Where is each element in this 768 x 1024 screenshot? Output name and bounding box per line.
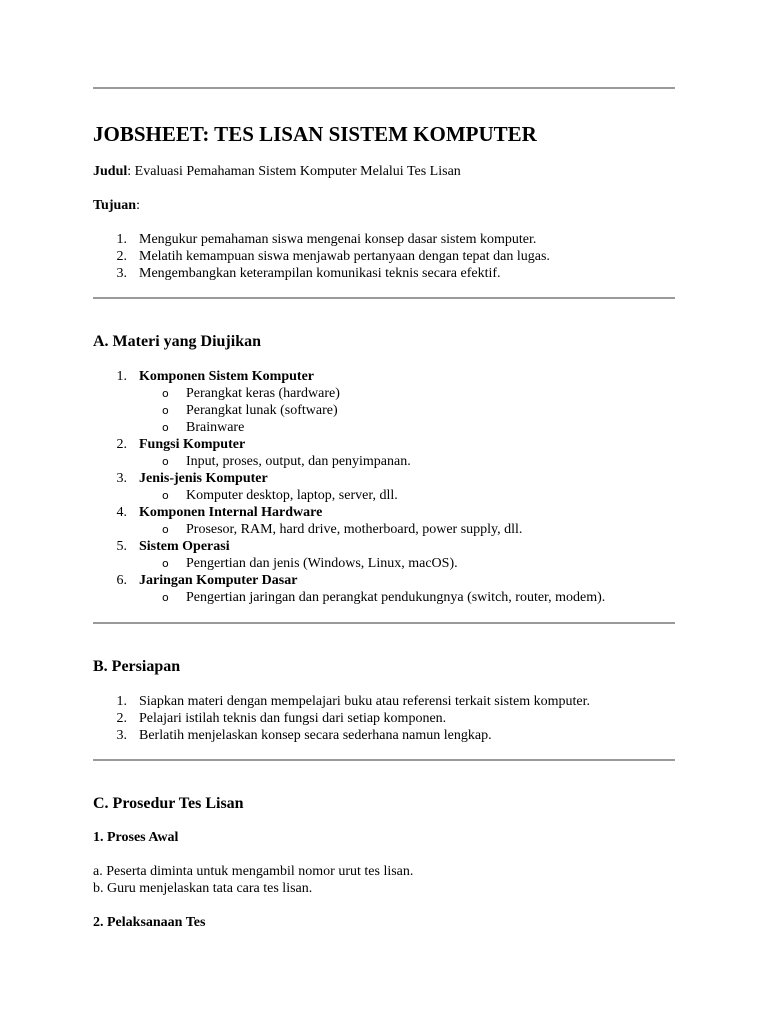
list-item xyxy=(0,436,768,453)
tujuan-line xyxy=(93,197,140,214)
list-item xyxy=(0,231,768,248)
item-label: Sistem Operasi xyxy=(139,539,230,554)
item-number: 3. xyxy=(116,266,127,281)
item-text: Melatih kemampuan siswa menjawab pertanyaan dengan tepat dan lugas. xyxy=(139,249,550,264)
list-item xyxy=(0,693,768,710)
item-label: Jaringan Komputer Dasar xyxy=(139,573,298,588)
page-title: JOBSHEET: TES LISAN SISTEM KOMPUTER xyxy=(93,122,537,146)
sub-list-item xyxy=(0,385,768,402)
proses-awal-heading: 1. Proses Awal xyxy=(93,830,179,845)
divider xyxy=(93,87,675,89)
circle-bullet-icon: o xyxy=(162,404,169,417)
item-text: Berlatih menjelaskan konsep secara sederhana namun lengkap. xyxy=(139,728,492,743)
item-label: Fungsi Komputer xyxy=(139,437,246,452)
sub-list-item xyxy=(0,453,768,470)
section-c-heading: C. Prosedur Tes Lisan xyxy=(93,795,244,812)
circle-bullet-icon: o xyxy=(162,387,169,400)
list-item xyxy=(0,538,768,555)
circle-bullet-icon: o xyxy=(162,455,169,468)
sub-item-text: Brainware xyxy=(186,420,245,435)
item-number: 1. xyxy=(116,232,127,247)
item-text: Siapkan materi dengan mempelajari buku atau referensi terkait sistem komputer. xyxy=(139,694,590,709)
item-label: Jenis-jenis Komputer xyxy=(139,471,268,486)
item-number: 6. xyxy=(116,573,127,588)
sub-item-text: Pengertian dan jenis (Windows, Linux, macOS). xyxy=(186,556,458,571)
list-item xyxy=(0,710,768,727)
circle-bullet-icon: o xyxy=(162,489,169,502)
item-number: 3. xyxy=(116,728,127,743)
sub-item-text: Komputer desktop, laptop, server, dll. xyxy=(186,488,398,503)
circle-bullet-icon: o xyxy=(162,557,169,570)
divider xyxy=(93,297,675,299)
sub-item-text: Prosesor, RAM, hard drive, motherboard, power supply, dll. xyxy=(186,522,523,537)
proses-awal-line-a: a. Peserta diminta untuk mengambil nomor urut tes lisan. xyxy=(93,864,414,879)
item-text: Pelajari istilah teknis dan fungsi dari setiap komponen. xyxy=(139,711,447,726)
pelaksanaan-tes-heading: 2. Pelaksanaan Tes xyxy=(93,915,206,930)
item-label: Komponen Sistem Komputer xyxy=(139,369,314,384)
item-number: 2. xyxy=(116,711,127,726)
item-number: 4. xyxy=(116,505,127,520)
sub-list-item xyxy=(0,589,768,606)
proses-awal-line-b: b. Guru menjelaskan tata cara tes lisan. xyxy=(93,881,313,896)
circle-bullet-icon: o xyxy=(162,523,169,536)
sub-item-text: Perangkat keras (hardware) xyxy=(186,386,340,401)
item-number: 5. xyxy=(116,539,127,554)
item-text: Mengukur pemahaman siswa mengenai konsep dasar sistem komputer. xyxy=(139,232,537,247)
item-number: 1. xyxy=(116,694,127,709)
circle-bullet-icon: o xyxy=(162,421,169,434)
item-text: Mengembangkan keterampilan komunikasi teknis secara efektif. xyxy=(139,266,501,281)
list-item xyxy=(0,727,768,744)
list-item xyxy=(0,572,768,589)
judul-value: : Evaluasi Pemahaman Sistem Komputer Melalui Tes Lisan xyxy=(127,164,461,179)
section-a-heading: A. Materi yang Diujikan xyxy=(93,333,261,350)
tujuan-label: Tujuan xyxy=(93,198,137,213)
item-number: 1. xyxy=(116,369,127,384)
judul-label: Judul xyxy=(93,164,128,179)
list-item xyxy=(0,368,768,385)
sub-item-text: Pengertian jaringan dan perangkat pendukungnya (switch, router, modem). xyxy=(186,590,606,605)
item-label: Komponen Internal Hardware xyxy=(139,505,323,520)
circle-bullet-icon: o xyxy=(162,591,169,604)
sub-item-text: Input, proses, output, dan penyimpanan. xyxy=(186,454,411,469)
sub-item-text: Perangkat lunak (software) xyxy=(186,403,338,418)
divider xyxy=(93,759,675,761)
sub-list-item xyxy=(0,487,768,504)
persiapan-list xyxy=(0,693,768,744)
sub-list-item xyxy=(0,555,768,572)
item-number: 3. xyxy=(116,471,127,486)
sub-list-item xyxy=(0,521,768,538)
list-item xyxy=(0,248,768,265)
section-b-heading: B. Persiapan xyxy=(93,658,181,675)
item-number: 2. xyxy=(116,249,127,264)
judul-line xyxy=(93,163,461,180)
tujuan-list xyxy=(0,231,768,282)
materi-list xyxy=(0,368,768,606)
divider xyxy=(93,622,675,624)
tujuan-colon: : xyxy=(136,198,140,213)
sub-list-item xyxy=(0,402,768,419)
list-item xyxy=(0,504,768,521)
list-item xyxy=(0,265,768,282)
sub-list-item xyxy=(0,419,768,436)
list-item xyxy=(0,470,768,487)
item-number: 2. xyxy=(116,437,127,452)
